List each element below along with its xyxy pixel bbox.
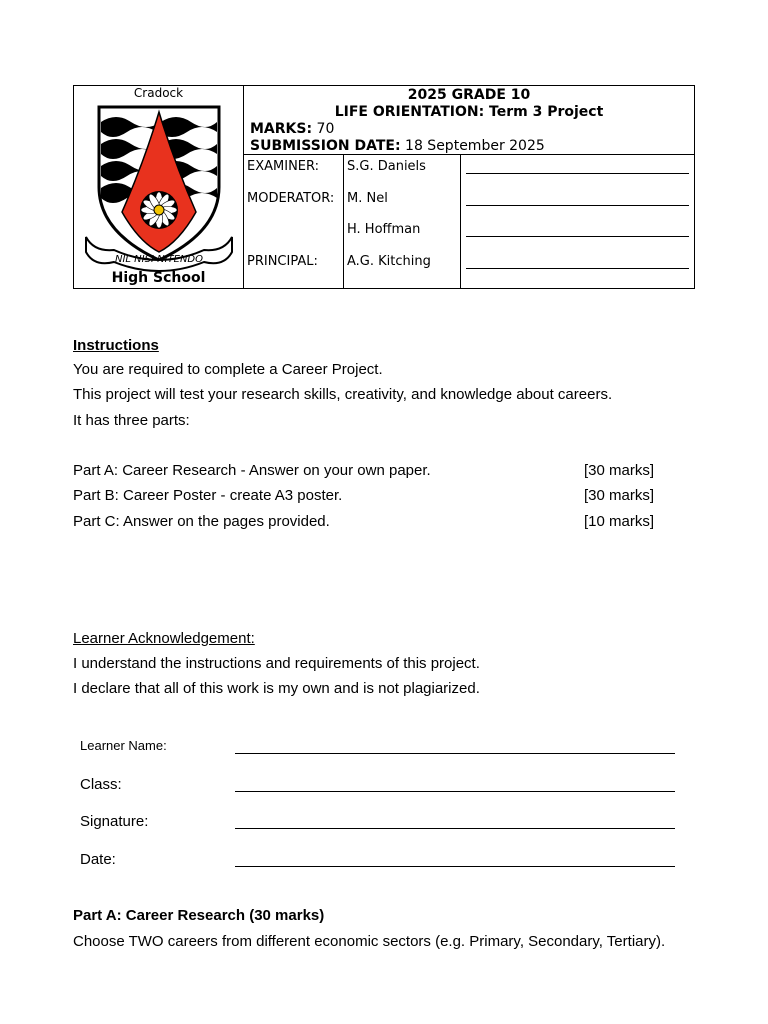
marks-info <box>250 121 334 137</box>
name-column <box>344 155 461 288</box>
school-name-top: Cradock <box>133 86 184 100</box>
role-examiner: EXAMINER: <box>247 159 320 174</box>
date-label: Date: <box>80 851 116 868</box>
date-field[interactable] <box>235 866 675 867</box>
acknowledgement-line: I understand the instructions and requirements of this project. <box>73 655 480 672</box>
marks-value: 70 <box>316 121 335 137</box>
learner-name-field[interactable] <box>235 753 675 754</box>
school-logo-cell <box>74 86 244 288</box>
header-table <box>73 85 695 289</box>
part-a-instruction: Choose TWO careers from different economic sectors (e.g. Primary, Secondary, Tertiary). <box>73 933 666 950</box>
school-name-bottom: High School <box>111 270 206 286</box>
signature-line <box>466 173 689 174</box>
class-field[interactable] <box>235 791 675 792</box>
class-label: Class: <box>80 776 122 793</box>
name-moderator-1: M. Nel <box>347 191 388 206</box>
acknowledgement-heading: Learner Acknowledgement: <box>73 630 255 647</box>
signature-line <box>466 268 689 269</box>
signature-line <box>466 236 689 237</box>
part-b-marks: [30 marks] <box>584 487 655 504</box>
name-principal: A.G. Kitching <box>347 254 431 269</box>
learner-name-label: Learner Name: <box>80 738 167 753</box>
submission-date: 18 September 2025 <box>405 138 545 154</box>
role-principal: PRINCIPAL: <box>247 254 318 269</box>
part-c-marks: [10 marks] <box>584 513 655 530</box>
part-a-heading: Part A: Career Research (30 marks) <box>73 907 325 924</box>
instructions-heading: Instructions <box>73 337 159 354</box>
submission-info <box>250 138 545 154</box>
school-crest-icon <box>84 102 234 272</box>
instruction-line: You are required to complete a Career Project. <box>73 361 383 378</box>
part-a-marks: [30 marks] <box>584 462 655 479</box>
part-c-line: Part C: Answer on the pages provided. <box>73 513 330 530</box>
title-block <box>244 86 694 155</box>
signature-column <box>461 155 694 288</box>
role-moderator: MODERATOR: <box>247 191 335 206</box>
signature-label: Signature: <box>80 813 149 830</box>
name-moderator-2: H. Hoffman <box>347 222 421 237</box>
svg-text:NIL NISI NITENDO: NIL NISI NITENDO <box>115 254 203 265</box>
part-b-line: Part B: Career Poster - create A3 poster. <box>73 487 343 504</box>
exam-title: 2025 GRADE 10 <box>407 87 531 103</box>
name-examiner: S.G. Daniels <box>347 159 426 174</box>
role-column <box>244 155 344 288</box>
subject-title: LIFE ORIENTATION: Term 3 Project <box>334 104 604 120</box>
instruction-line: It has three parts: <box>73 412 190 429</box>
instruction-line: This project will test your research skills, creativity, and knowledge about careers. <box>73 386 613 403</box>
acknowledgement-line: I declare that all of this work is my own and is not plagiarized. <box>73 680 480 697</box>
signature-field[interactable] <box>235 828 675 829</box>
part-a-line: Part A: Career Research - Answer on your own paper. <box>73 462 431 479</box>
submission-label: SUBMISSION DATE: <box>250 138 401 154</box>
signature-line <box>466 205 689 206</box>
marks-label: MARKS: <box>250 121 313 137</box>
